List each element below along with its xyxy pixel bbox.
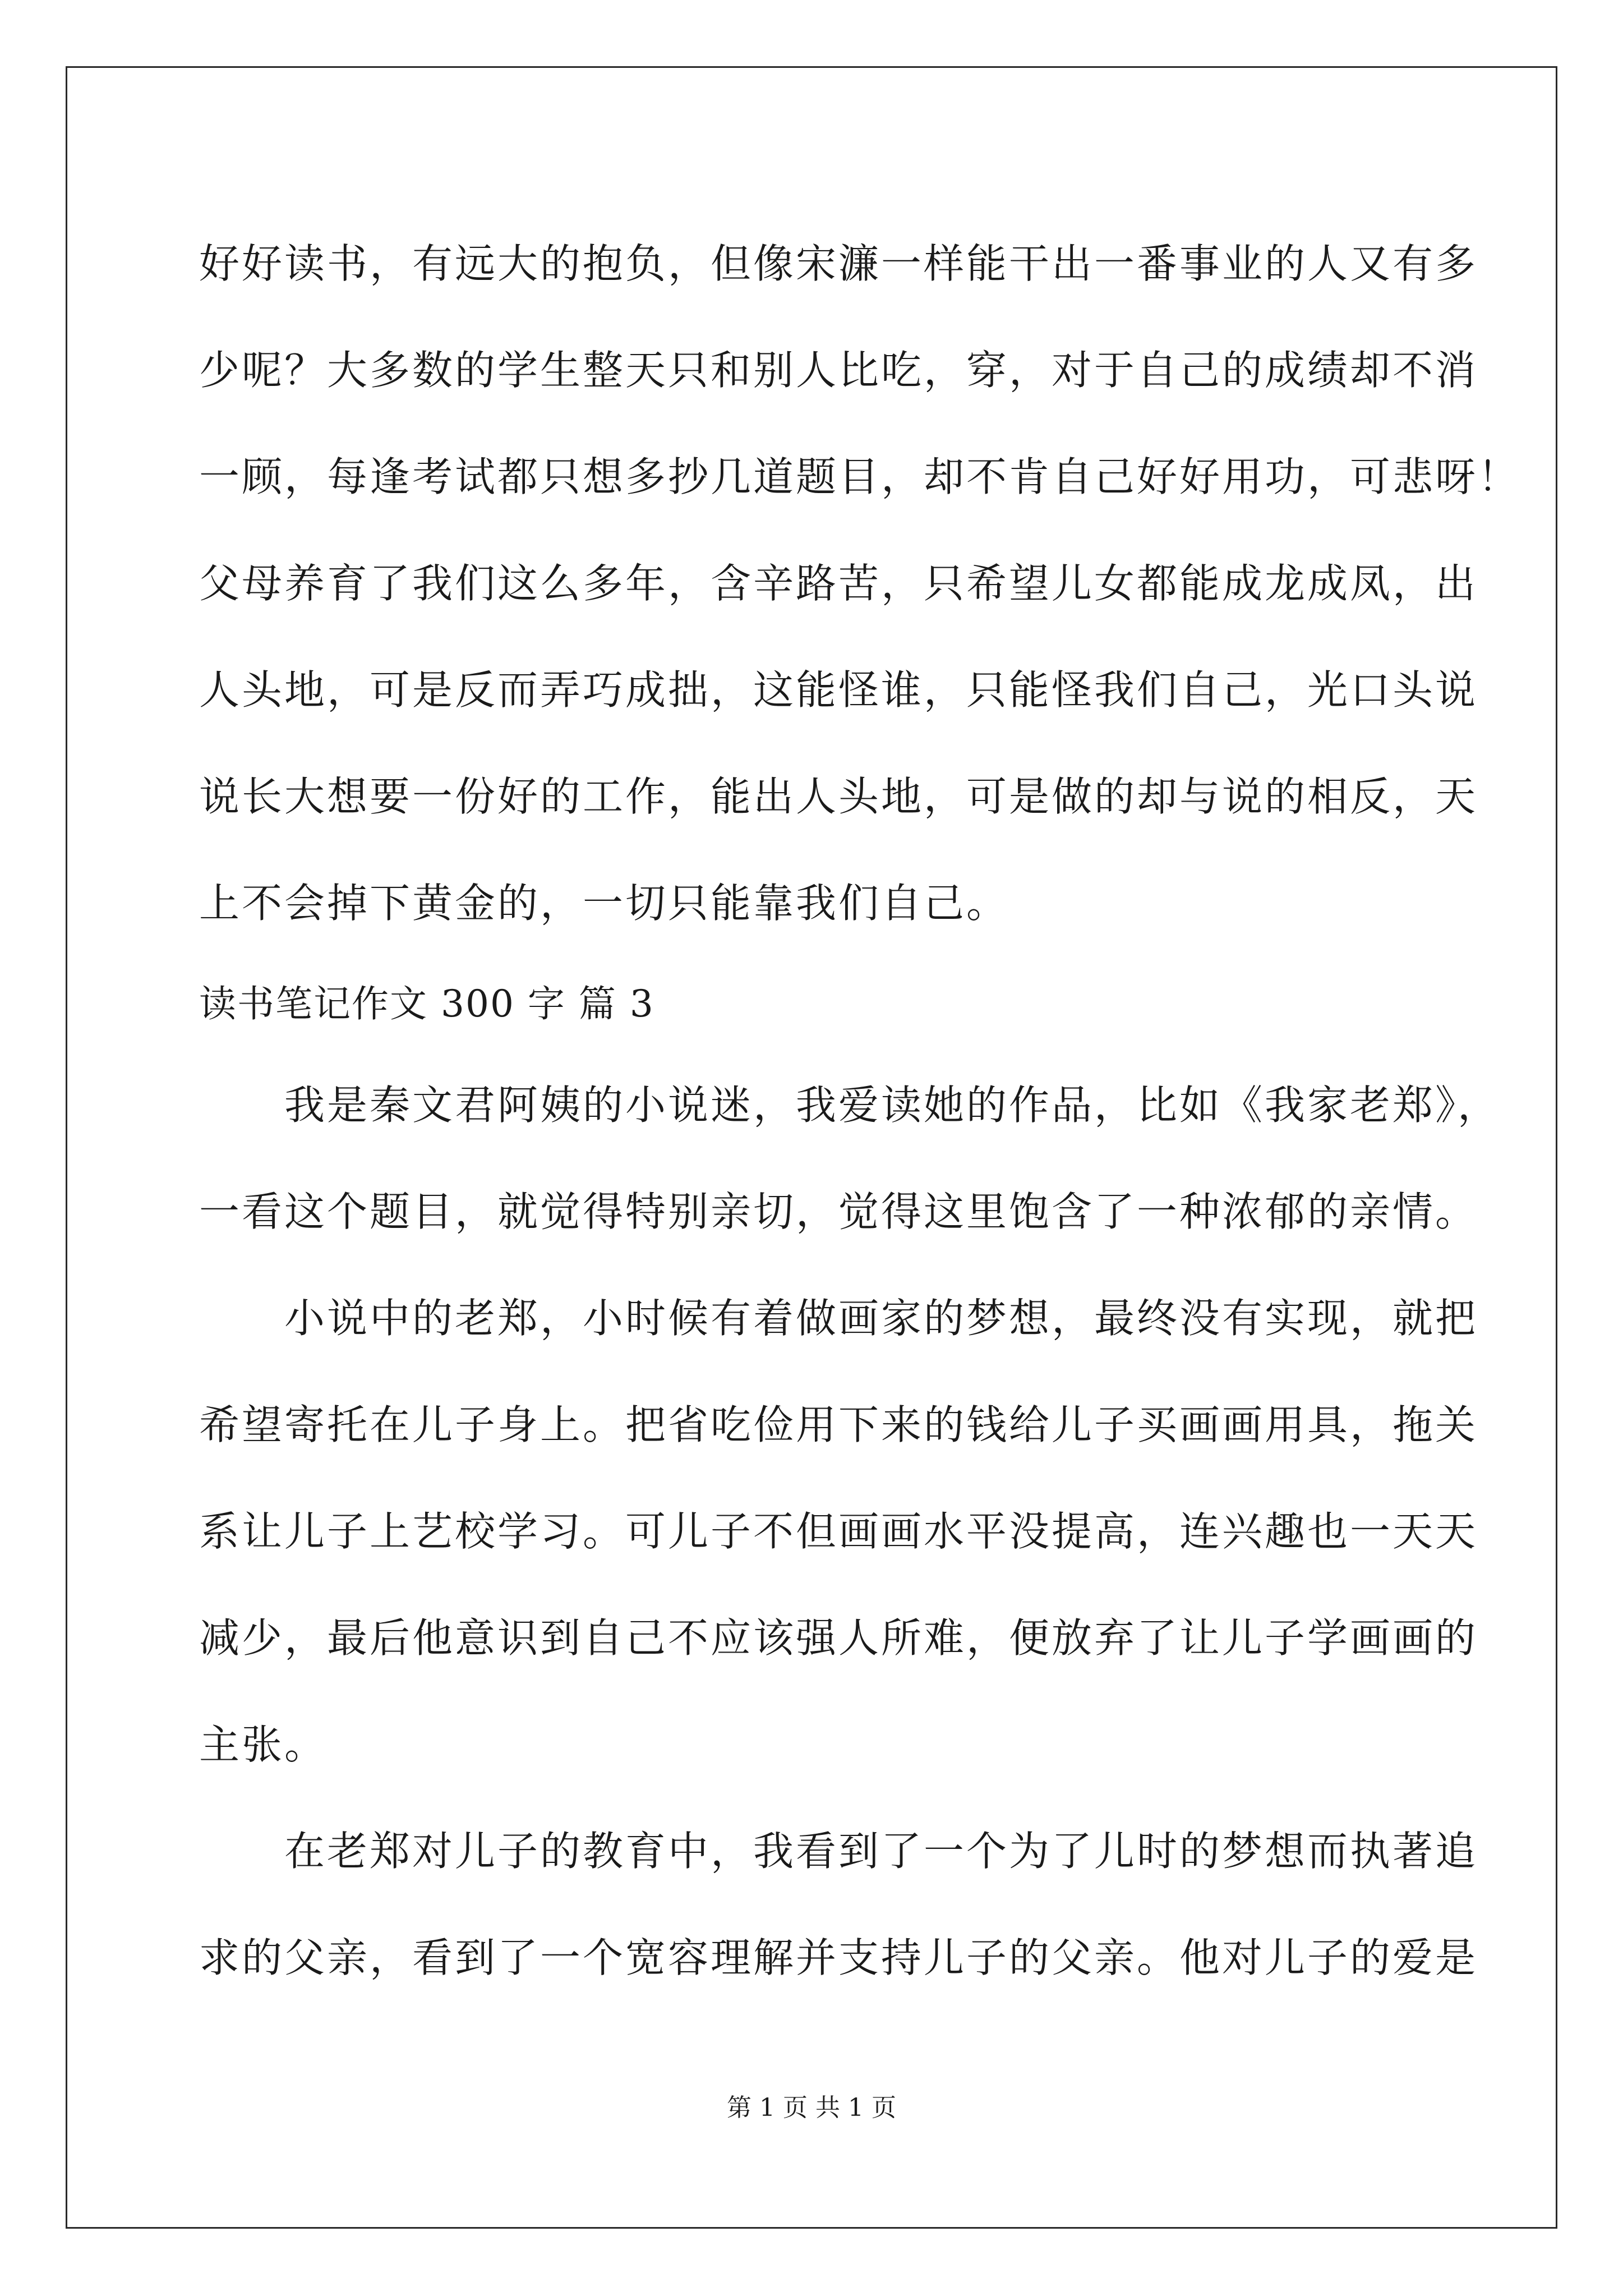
text-line: 好好读书，有远大的抱负，但像宋濂一样能干出一番事业的人又有多 <box>199 240 1478 287</box>
text-line: 少呢？大多数的学生整天只和别人比吃，穿，对于自己的成绩却不消 <box>199 347 1478 394</box>
text-line: 说长大想要一份好的工作，能出人头地，可是做的却与说的相反，天 <box>199 773 1478 820</box>
section-heading: 读书笔记作文 300 字 篇 3 <box>199 982 654 1025</box>
text-line: 在老郑对儿子的教育中，我看到了一个为了儿时的梦想而执著追 <box>284 1828 1478 1875</box>
text-line: 我是秦文君阿姨的小说迷，我爱读她的作品，比如《我家老郑》， <box>284 1082 1501 1129</box>
text-line: 主张。 <box>199 1721 328 1768</box>
text-line: 希望寄托在儿子身上。把省吃俭用下来的钱给儿子买画画用具，拖关 <box>199 1401 1478 1448</box>
text-line: 小说中的老郑，小时候有着做画家的梦想，最终没有实现，就把 <box>284 1295 1478 1342</box>
text-line: 系让儿子上艺校学习。可儿子不但画画水平没提高，连兴趣也一天天 <box>199 1508 1478 1555</box>
text-line: 求的父亲，看到了一个宽容理解并支持儿子的父亲。他对儿子的爱是 <box>199 1934 1478 1981</box>
page-number: 第 1 页 共 1 页 <box>727 2093 896 2122</box>
text-line: 上不会掉下黄金的，一切只能靠我们自己。 <box>199 880 1009 927</box>
document-body <box>199 210 1521 2011</box>
text-line: 人头地，可是反而弄巧成拙，这能怪谁，只能怪我们自己，光口头说 <box>199 666 1478 714</box>
text-line: 一看这个题目，就觉得特别亲切，觉得这里饱含了一种浓郁的亲情。 <box>199 1188 1478 1235</box>
text-line: 一顾，每逢考试都只想多抄几道题目，却不肯自己好好用功，可悲呀！ <box>199 453 1521 500</box>
text-line: 减少，最后他意识到自己不应该强人所难，便放弃了让儿子学画画的 <box>199 1614 1478 1662</box>
text-line: 父母养育了我们这么多年，含辛路苦，只希望儿女都能成龙成凤，出 <box>199 560 1478 607</box>
